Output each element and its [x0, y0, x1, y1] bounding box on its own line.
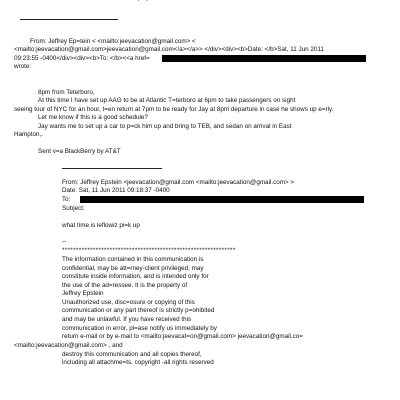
header1-line2: <mailto:jeevacation@gmail.com>jeevacation@gmail.com</a></a>> </div><div><b>Date: </b>Sat, 11 Jun 2011: [14, 46, 324, 53]
message1-line2: At this time I have set up AAG to be at Atlantic T=terboro at 6pm to take passengers on sight: [38, 97, 296, 104]
disclaimer-line: including all attachme=ts. copyright -all rights reserved: [62, 359, 214, 366]
disclaimer-line: destroy this communication and all copies thereof,: [62, 351, 202, 358]
disclaimer-line: communication or any part thereof is strictly p=ohibited: [62, 307, 215, 314]
sent-via-top: [86, 0, 166, 3]
message1-sent-via: Sent v=a BlackBerry by AT&T: [38, 148, 121, 155]
header2-from: From: Jeffrey Epstein <jeevacation@gmail.com <mailto:jeevacation@gmail.com> >: [62, 179, 295, 186]
header1-line3: 09:23:55 -0400</div><div><b>To: </b><<a href=: [14, 55, 150, 62]
disclaimer-line: The information contained in this communication is: [62, 256, 204, 263]
header2-subject: Subject:: [62, 205, 85, 212]
disclaimer-line: confidential, may be att=rney-client privileged, may: [62, 265, 204, 272]
message2-ellipsis: --: [62, 238, 67, 245]
separator-middle: [62, 168, 162, 169]
message2-body: what time is leflowiz pi=k up: [62, 222, 140, 229]
redaction-header1: [162, 55, 366, 62]
disclaimer-line: Unauthorized use, disc=osure or copying of this: [62, 299, 195, 306]
redaction-to: [80, 196, 364, 203]
message1-line6: Hampton,.: [14, 131, 44, 138]
disclaimer-line: and may be unlawful. If you have received this: [62, 316, 192, 323]
header2-to: To:: [62, 196, 71, 203]
disclaimer-line: <mailto:jeevacation@gmail.com> , and: [14, 342, 123, 349]
header1-line1: From: Jeffrey Ep=tein < <mailto:jeevacation@gmail.com> <: [30, 38, 196, 45]
disclaimer-line: Jeffrey Epstein: [62, 290, 104, 297]
separator-top: [20, 19, 118, 20]
header1-line4: wrote:: [14, 63, 32, 70]
disclaimer-line: communication in error, pl=ase notify us immediately by: [62, 325, 217, 332]
message1-line1: 8pm from Teterboro,: [38, 89, 95, 96]
disclaimer-line: return e-mail or by e-mail to <mailto:jeevacat=on@gmail.com> jeevacation@gmail.co=: [62, 333, 303, 340]
disclaimer-line: the use of the ad=ressee. It is the property of: [62, 282, 188, 289]
message1-line4: Let me know if this is a good schedule?: [38, 114, 148, 121]
disclaimer-stars: **************************************************************: [62, 247, 236, 254]
message1-line5: Jay wants me to set up a car to p=ck him up and bring to TEB, and sedan on arrival in East: [38, 123, 292, 130]
header2-date: Date: Sat, 11 Jun 2011 09:18:37 -0400: [62, 187, 170, 194]
message1-line3: seeing tour of NYC for an hour, t=en return at 7pm to be ready for Jay at 8pm departure in case he shows up e=rly.: [14, 106, 334, 113]
disclaimer-line: constitute inside information, and is intended only for: [62, 273, 209, 280]
